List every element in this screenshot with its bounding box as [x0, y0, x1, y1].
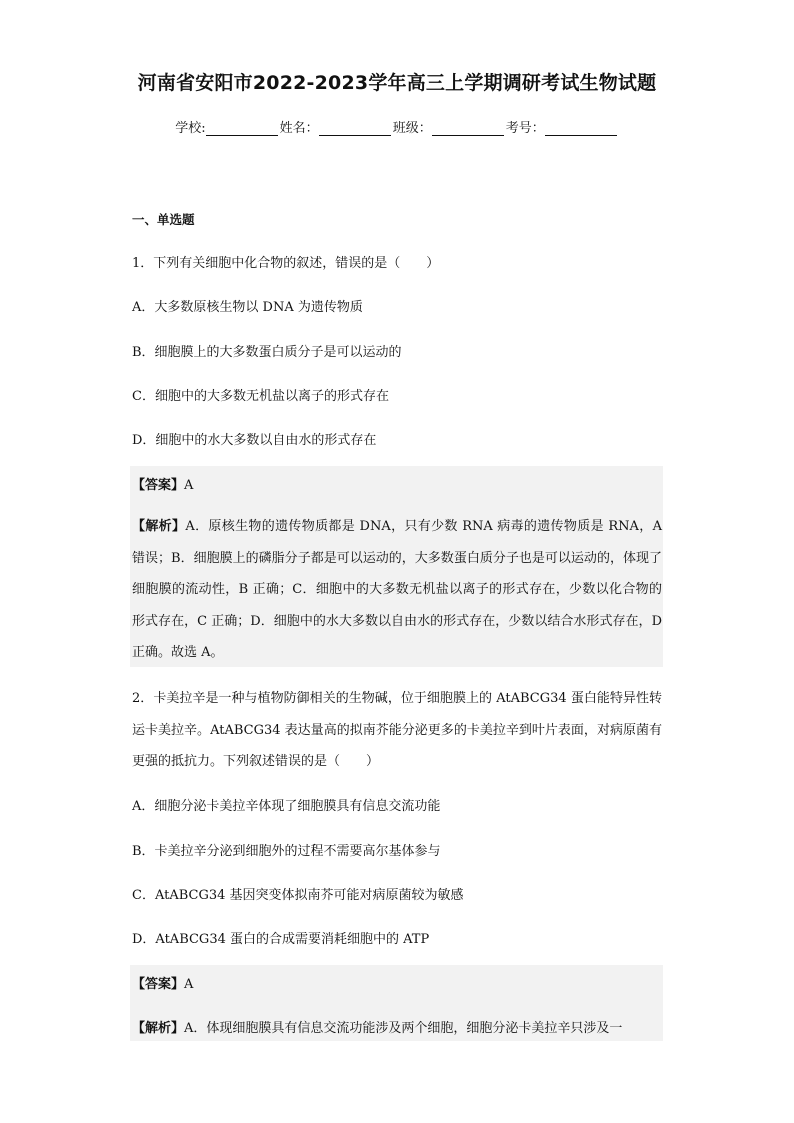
class-label: 班级： [392, 121, 432, 136]
q2-option-b: B．卡美拉辛分泌到细胞外的过程不需要高尔基体参与 [132, 844, 441, 859]
q2-answer-label: 【答案】 [132, 977, 185, 992]
q1-option-d: D．细胞中的水大多数以自由水的形式存在 [132, 433, 377, 448]
q2-option-a: A．细胞分泌卡美拉辛体现了细胞膜具有信息交流功能 [132, 799, 441, 814]
q2-analysis-text: A．体现细胞膜具有信息交流功能涉及两个细胞，细胞分泌卡美拉辛只涉及一 [184, 1021, 623, 1036]
document-title: 河南省安阳市2022-2023学年高三上学期调研考试生物试题 [137, 72, 657, 94]
name-blank [319, 121, 391, 136]
q1-stem: 1．下列有关细胞中化合物的叙述，错误的是（ ） [132, 256, 440, 271]
q2-analysis-label: 【解析】 [132, 1021, 185, 1036]
q2-option-c: C．AtABCG34 基因突变体拟南芥可能对病原菌较为敏感 [132, 888, 464, 903]
q1-analysis [132, 511, 662, 669]
q1-option-c: C．细胞中的大多数无机盐以离子的形式存在 [132, 389, 389, 404]
name-label: 姓名： [279, 121, 319, 136]
q2-answer [132, 973, 193, 992]
q1-option-b: B．细胞膜上的大多数蛋白质分子是可以运动的 [132, 345, 402, 360]
student-info-row [0, 117, 794, 136]
number-label: 考号： [505, 121, 545, 136]
class-blank [432, 121, 504, 136]
q2-analysis [132, 1017, 622, 1036]
q2-option-d: D．AtABCG34 蛋白的合成需要消耗细胞中的 ATP [132, 932, 430, 947]
q1-answer [132, 474, 193, 493]
q2-answer-value: A [184, 977, 194, 992]
q1-answer-value: A [184, 478, 194, 493]
q1-analysis-label: 【解析】 [132, 519, 186, 534]
school-label: 学校: [175, 121, 206, 136]
number-blank [545, 121, 617, 136]
school-blank [206, 121, 278, 136]
q1-answer-label: 【答案】 [132, 478, 185, 493]
q2-stem: 2．卡美拉辛是一种与植物防御相关的生物碱，位于细胞膜上的 AtABCG34 蛋白能特异性转运卡美拉辛。AtABCG34 表达量高的拟南芥能分泌更多的卡美拉辛到叶片表面，对病原菌有更强的抵抗力。下列叙述错误的是（ ） [132, 691, 662, 769]
q1-analysis-text: A．原核生物的遗传物质都是 DNA，只有少数 RNA 病毒的遗传物质是 RNA，A 错误；B．细胞膜上的磷脂分子都是可以运动的，大多数蛋白质分子也是可以运动的，体现了细胞膜的流动性，B 正确；C．细胞中的大多数无机盐以离子的形式存在，少数以化合物的形式存在，C 正确；D．细胞中的水大多数以自由水的形式存在，少数以结合水形式存在，D 正确。故选 A。 [132, 519, 662, 660]
q1-option-a: A．大多数原核生物以 DNA 为遗传物质 [132, 300, 363, 315]
section-heading: 一、单选题 [132, 212, 195, 227]
